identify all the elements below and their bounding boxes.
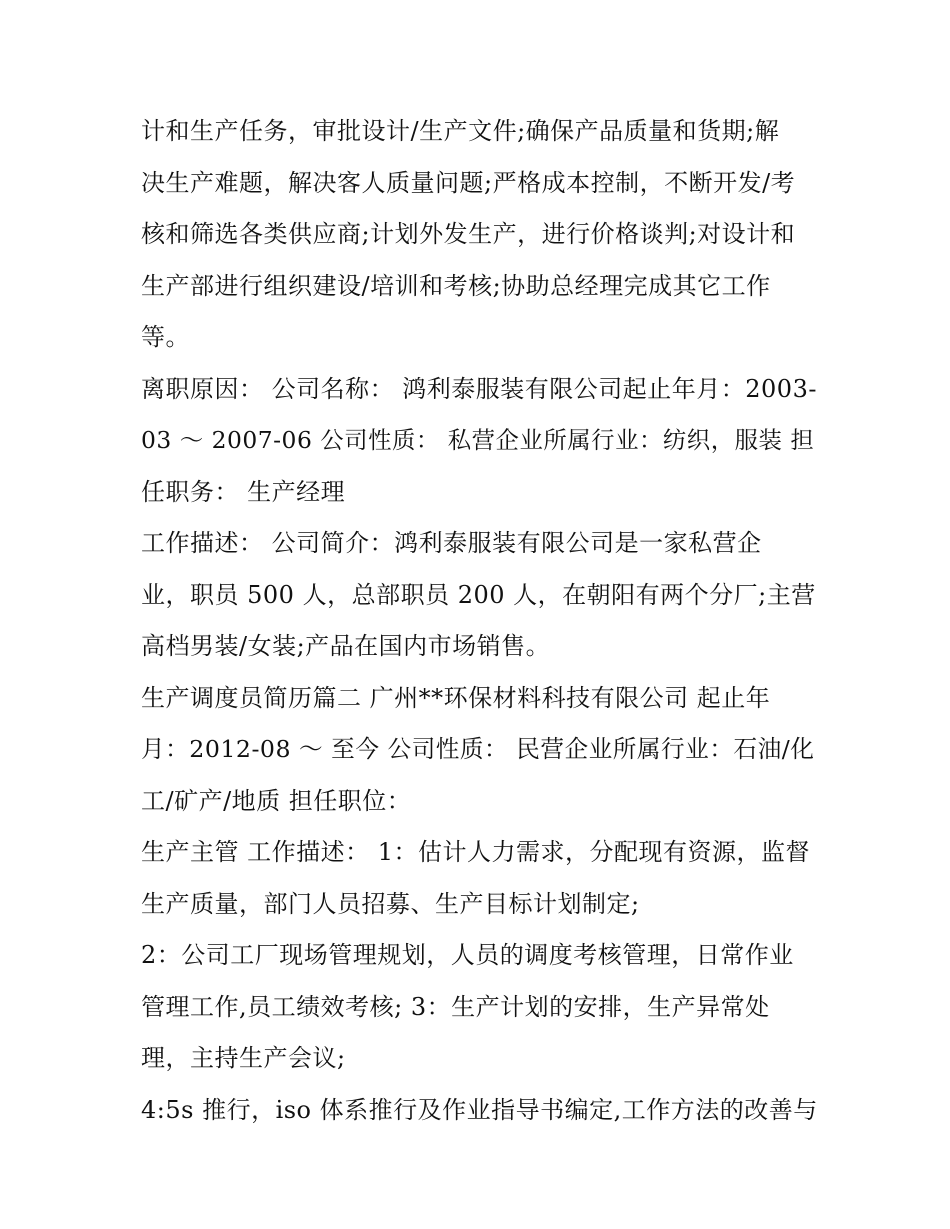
paragraph-work-description (141, 518, 821, 673)
text-line: 工作描述： 公司简介：鸿利泰服装有限公司是一家私营企 (141, 529, 762, 557)
paragraph-company-info (141, 364, 821, 519)
text-line: 管理工作,员工绩效考核; 3：生产计划的安排，生产异常处 (141, 992, 770, 1021)
paragraph-responsibilities (141, 106, 821, 364)
text-line: 核和筛选各类供应商;计划外发生产，进行价格谈判;对设计和 (141, 220, 796, 248)
text-line: 工/矿产/地质 担任职位： (141, 786, 412, 815)
text-line: 生产质量，部门人员招募、生产目标计划制定; (141, 889, 640, 918)
text-line: 决生产难题，解决客人质量问题;严格成本控制，不断开发/考 (141, 168, 796, 197)
paragraph-duty-two (141, 930, 821, 1085)
text-line: 生产主管 工作描述： 1：估计人力需求，分配现有资源，监督 (141, 838, 811, 866)
text-line: 等。 (141, 323, 190, 351)
text-line: 任职务： 生产经理 (141, 477, 346, 506)
text-line: 生产调度员简历篇二 广州**环保材料科技有限公司 起止年 (141, 683, 771, 712)
text-line: 4:5s 推行，iso 体系推行及作业指导书编定,工作方法的改善与 (141, 1095, 818, 1124)
text-line: 月：2012-08 ～ 至今 公司性质： 民营企业所属行业：石油/化 (141, 735, 815, 763)
text-line: 理，主持生产会议; (141, 1044, 346, 1072)
text-line: 离职原因： 公司名称： 鸿利泰服装有限公司起止年月：2003- (141, 374, 817, 403)
text-line: 高档男装/女装;产品在国内市场销售。 (141, 632, 551, 660)
paragraph-resume-two (141, 673, 821, 828)
text-line: 计和生产任务，审批设计/生产文件;确保产品质量和货期;解 (141, 117, 780, 145)
text-line: 生产部进行组织建设/培训和考核;协助总经理完成其它工作 (141, 271, 771, 300)
document-page (141, 106, 821, 1136)
text-line: 03 ～ 2007-06 公司性质： 私营企业所属行业：纺织，服装 担 (141, 426, 815, 454)
text-line: 2：公司工厂现场管理规划，人员的调度考核管理，日常作业 (141, 941, 794, 969)
paragraph-duty-one (141, 827, 821, 930)
paragraph-duty-four (141, 1085, 821, 1137)
text-line: 业，职员 500 人，总部职员 200 人，在朝阳有两个分厂;主营 (141, 580, 816, 609)
